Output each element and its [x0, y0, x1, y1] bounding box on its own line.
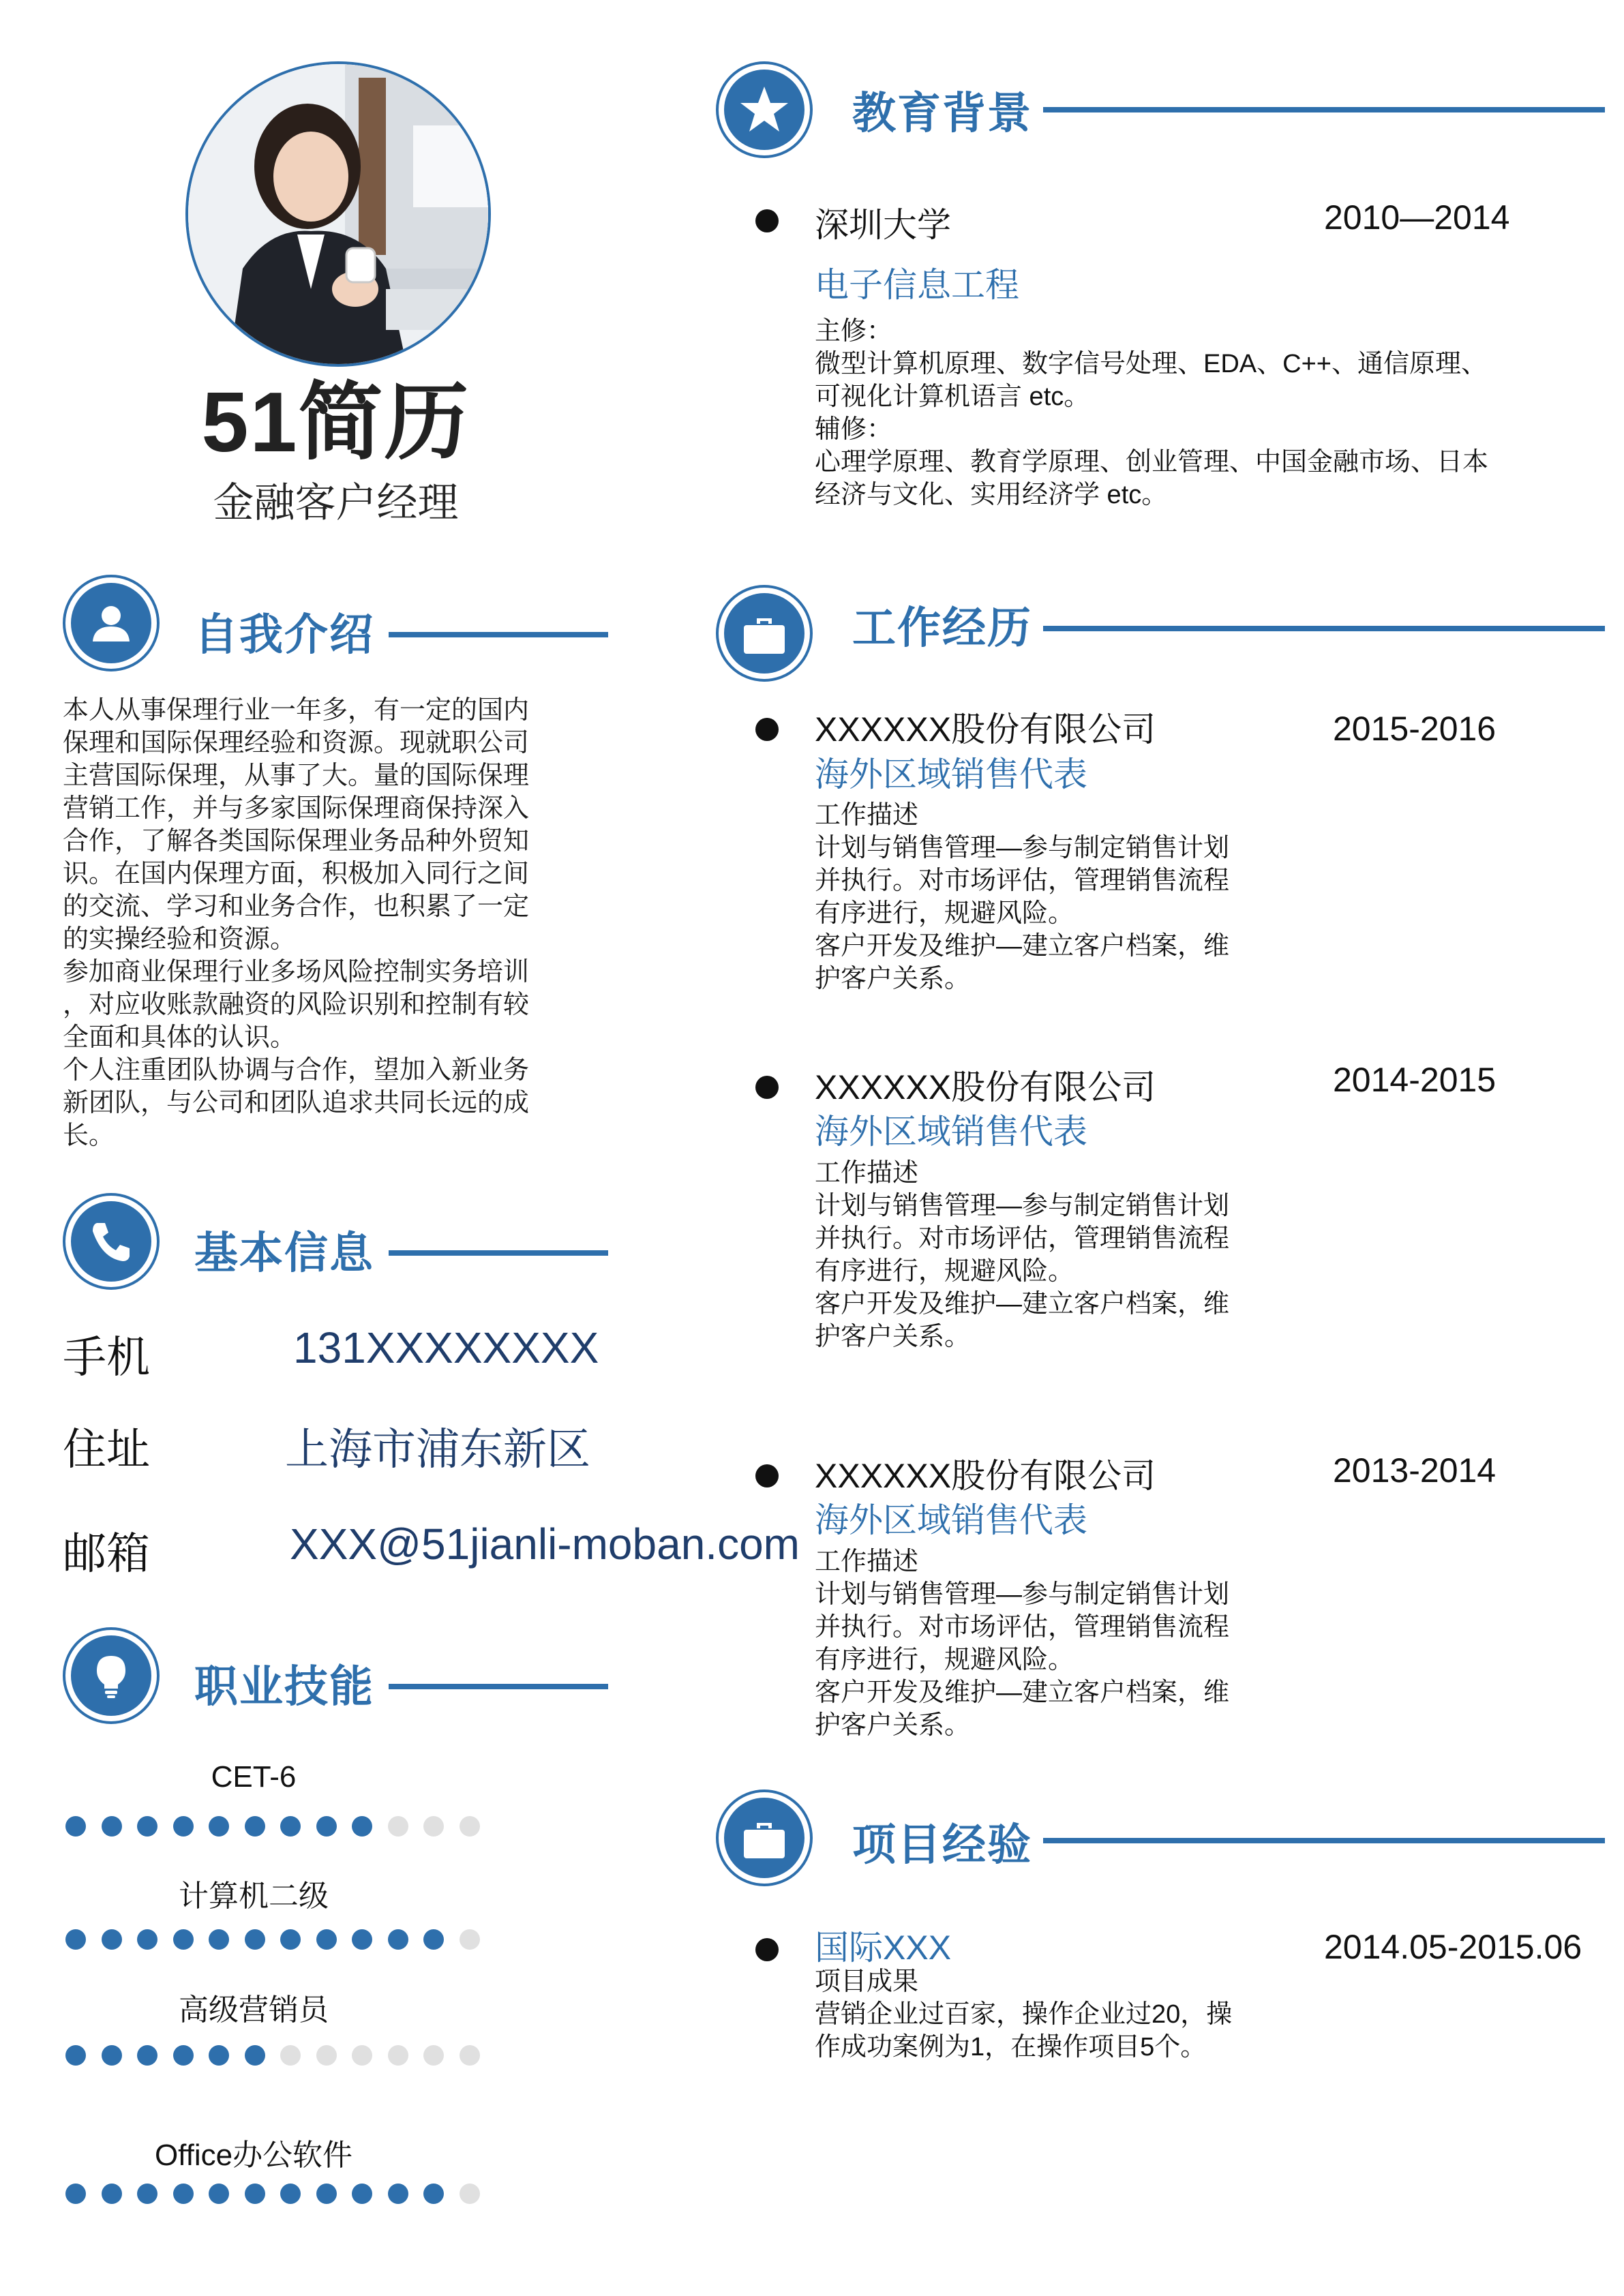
job-description	[815, 799, 1360, 995]
skill-dot-filled	[65, 1816, 86, 1837]
education-period: 2010—2014	[1324, 198, 1510, 237]
bullet	[755, 718, 779, 741]
job-title: 金融客户经理	[213, 480, 459, 526]
skill-dot-filled	[245, 2184, 265, 2204]
education-title: 教育背景	[852, 89, 1032, 138]
job-role: 海外区域销售代表	[815, 755, 1087, 794]
intro-line: 合作，了解各类国际保理业务品种外贸知	[63, 827, 530, 856]
company-name: XXXXXX股份有限公司	[815, 1068, 1156, 1106]
job-period: 2013-2014	[1333, 1451, 1497, 1490]
intro-line: 参加商业保理行业多场风险控制实务培训	[63, 958, 530, 986]
skill-rating	[65, 1929, 502, 1952]
intro-line: 本人从事保理行业一年多，有一定的国内	[63, 696, 530, 725]
job-line: 工作描述	[815, 1159, 919, 1188]
section-divider	[1043, 626, 1605, 631]
skill-dot-filled	[423, 1929, 444, 1950]
skill-dot-filled	[316, 1816, 337, 1837]
address-value: 上海市浦东新区	[285, 1425, 590, 1474]
skill-dot-empty	[460, 2045, 480, 2066]
skill-dot-filled	[65, 2045, 86, 2066]
phone-icon	[63, 1193, 160, 1290]
job-line: 护客户关系。	[815, 965, 971, 993]
skill-dot-filled	[137, 2045, 157, 2066]
self-intro-text	[63, 694, 581, 1152]
section-divider	[389, 1250, 608, 1256]
skill-dot-filled	[173, 1929, 194, 1950]
skill-dot-filled	[209, 2184, 229, 2204]
skill-dot-filled	[137, 2184, 157, 2204]
job-role: 海外区域销售代表	[815, 1501, 1087, 1539]
edu-line: 微型计算机原理、数字信号处理、EDA、C++、通信原理、	[815, 350, 1487, 378]
skill-dot-filled	[102, 1929, 122, 1950]
job-line: 计划与销售管理—参与制定销售计划	[815, 834, 1230, 862]
skill-dot-filled	[280, 1816, 301, 1837]
skill-dot-filled	[388, 2184, 408, 2204]
skill-dot-empty	[460, 1929, 480, 1950]
edu-line: 辅修：	[815, 415, 893, 444]
edu-line: 经济与文化、实用经济学 etc。	[815, 481, 1168, 509]
address-label: 住址	[63, 1425, 150, 1474]
intro-line: 营销工作，并与多家国际保理商保持深入	[63, 794, 530, 823]
job-line: 客户开发及维护—建立客户档案，维	[815, 1290, 1230, 1318]
edu-line: 心理学原理、教育学原理、创业管理、中国金融市场、日本	[815, 448, 1489, 477]
phone-value: 131XXXXXXXX	[293, 1323, 599, 1372]
skill-dot-filled	[316, 1929, 337, 1950]
project-line: 营销企业过百家，操作企业过20，操	[815, 2000, 1233, 2029]
edu-line: 可视化计算机语言 etc。	[815, 382, 1090, 411]
skill-dot-filled	[209, 1816, 229, 1837]
job-line: 计划与销售管理—参与制定销售计划	[815, 1580, 1230, 1609]
skill-name: Office办公软件	[154, 2139, 353, 2172]
intro-line: 保理和国际保理经验和资源。现就职公司	[63, 729, 530, 757]
profile-photo	[188, 64, 488, 364]
skill-rating	[65, 2184, 502, 2207]
job-line: 并执行。对市场评估，管理销售流程	[815, 866, 1230, 895]
skill-dot-filled	[65, 2184, 86, 2204]
company-name: XXXXXX股份有限公司	[815, 710, 1156, 749]
skill-dot-filled	[137, 1929, 157, 1950]
skill-dot-filled	[102, 2184, 122, 2204]
skill-dot-empty	[460, 1816, 480, 1837]
skill-dot-filled	[65, 1929, 86, 1950]
skill-dot-filled	[245, 1929, 265, 1950]
briefcase-icon	[716, 585, 813, 682]
section-divider	[1043, 107, 1605, 112]
project-name: 国际XXX	[815, 1929, 952, 1967]
bullet	[755, 1938, 779, 1961]
job-line: 客户开发及维护—建立客户档案，维	[815, 932, 1230, 961]
skill-dot-empty	[460, 2184, 480, 2204]
skill-dot-filled	[245, 2045, 265, 2066]
briefcase-icon	[716, 1789, 813, 1886]
skill-dot-empty	[280, 2045, 301, 2066]
skill-rating	[65, 2045, 502, 2068]
section-divider	[389, 632, 608, 637]
job-line: 并执行。对市场评估，管理销售流程	[815, 1613, 1230, 1642]
person-icon	[63, 575, 160, 671]
job-role: 海外区域销售代表	[815, 1113, 1087, 1151]
skill-dot-empty	[423, 1816, 444, 1837]
skill-dot-filled	[173, 2045, 194, 2066]
skill-dot-filled	[280, 2184, 301, 2204]
skill-dot-filled	[209, 2045, 229, 2066]
major: 电子信息工程	[815, 266, 1019, 304]
avatar	[185, 61, 491, 367]
job-period: 2015-2016	[1333, 710, 1497, 748]
skill-dot-filled	[280, 1929, 301, 1950]
lightbulb-icon	[63, 1627, 160, 1724]
phone-label: 手机	[63, 1333, 150, 1382]
skill-dot-filled	[352, 1816, 372, 1837]
skill-dot-empty	[352, 2045, 372, 2066]
skill-dot-filled	[316, 2184, 337, 2204]
skill-dot-filled	[102, 1816, 122, 1837]
bullet	[755, 1464, 779, 1487]
section-divider	[1043, 1838, 1605, 1843]
skill-dot-filled	[173, 2184, 194, 2204]
skill-name: CET-6	[211, 1760, 297, 1794]
intro-line: 新团队，与公司和团队追求共同长远的成	[63, 1089, 530, 1117]
skill-dot-empty	[316, 2045, 337, 2066]
section-divider	[389, 1684, 608, 1689]
intro-line: 主营国际保理，从事了大。量的国际保理	[63, 761, 530, 790]
skill-dot-filled	[352, 2184, 372, 2204]
edu-line: 主修：	[815, 317, 893, 346]
project-line: 作成功案例为1，在操作项目5个。	[815, 2033, 1207, 2061]
intro-line: 个人注重团队协调与合作，望加入新业务	[63, 1056, 530, 1085]
company-name: XXXXXX股份有限公司	[815, 1457, 1156, 1495]
job-line: 工作描述	[815, 801, 919, 830]
skill-dot-empty	[423, 2045, 444, 2066]
job-description	[815, 1157, 1360, 1353]
resume-name: 51简历	[201, 376, 470, 470]
skill-dot-empty	[388, 1816, 408, 1837]
project-period: 2014.05-2015.06	[1324, 1928, 1582, 1966]
skill-dot-filled	[423, 2184, 444, 2204]
project-line: 项目成果	[815, 1967, 919, 1996]
intro-line: ，对应收账款融资的风险识别和控制有较	[63, 991, 530, 1019]
bullet	[755, 209, 779, 232]
job-description	[815, 1545, 1360, 1742]
skill-name: 高级营销员	[179, 1993, 329, 2027]
intro-line: 的交流、学习和业务合作，也积累了一定	[63, 892, 530, 921]
intro-line: 的实操经验和资源。	[63, 925, 297, 954]
job-line: 客户开发及维护—建立客户档案，维	[815, 1678, 1230, 1707]
job-period: 2014-2015	[1333, 1061, 1497, 1099]
job-line: 有序进行，规避风险。	[815, 1257, 1074, 1286]
project-details	[815, 1965, 1360, 2064]
education-details	[815, 315, 1578, 511]
skill-dot-filled	[352, 1929, 372, 1950]
job-line: 并执行。对市场评估，管理销售流程	[815, 1224, 1230, 1253]
skill-name: 计算机二级	[179, 1879, 329, 1913]
job-line: 有序进行，规避风险。	[815, 1646, 1074, 1674]
skills-title: 职业技能	[194, 1662, 374, 1711]
job-line: 护客户关系。	[815, 1323, 971, 1351]
school-name: 深圳大学	[815, 206, 951, 244]
projects-title: 项目经验	[852, 1820, 1032, 1869]
skill-dot-filled	[102, 2045, 122, 2066]
skill-rating	[65, 1816, 502, 1839]
skill-dot-filled	[173, 1816, 194, 1837]
star-icon	[716, 61, 813, 158]
job-line: 护客户关系。	[815, 1711, 971, 1740]
skill-dot-filled	[245, 1816, 265, 1837]
skill-dot-filled	[137, 1816, 157, 1837]
skill-dot-empty	[388, 2045, 408, 2066]
work-title: 工作经历	[852, 603, 1032, 652]
job-line: 有序进行，规避风险。	[815, 899, 1074, 928]
intro-line: 识。在国内保理方面，积极加入同行之间	[63, 860, 530, 888]
email-value[interactable]: XXX@51jianli-moban.com	[290, 1520, 800, 1569]
intro-line: 全面和具体的认识。	[63, 1023, 297, 1052]
self-intro-title: 自我介绍	[194, 610, 374, 659]
bullet	[755, 1076, 779, 1099]
job-line: 计划与销售管理—参与制定销售计划	[815, 1192, 1230, 1220]
intro-line: 长。	[63, 1121, 115, 1150]
skill-dot-filled	[388, 1929, 408, 1950]
skill-dot-filled	[209, 1929, 229, 1950]
job-line: 工作描述	[815, 1547, 919, 1576]
basic-info-title: 基本信息	[194, 1228, 374, 1278]
email-label: 邮箱	[63, 1529, 150, 1578]
